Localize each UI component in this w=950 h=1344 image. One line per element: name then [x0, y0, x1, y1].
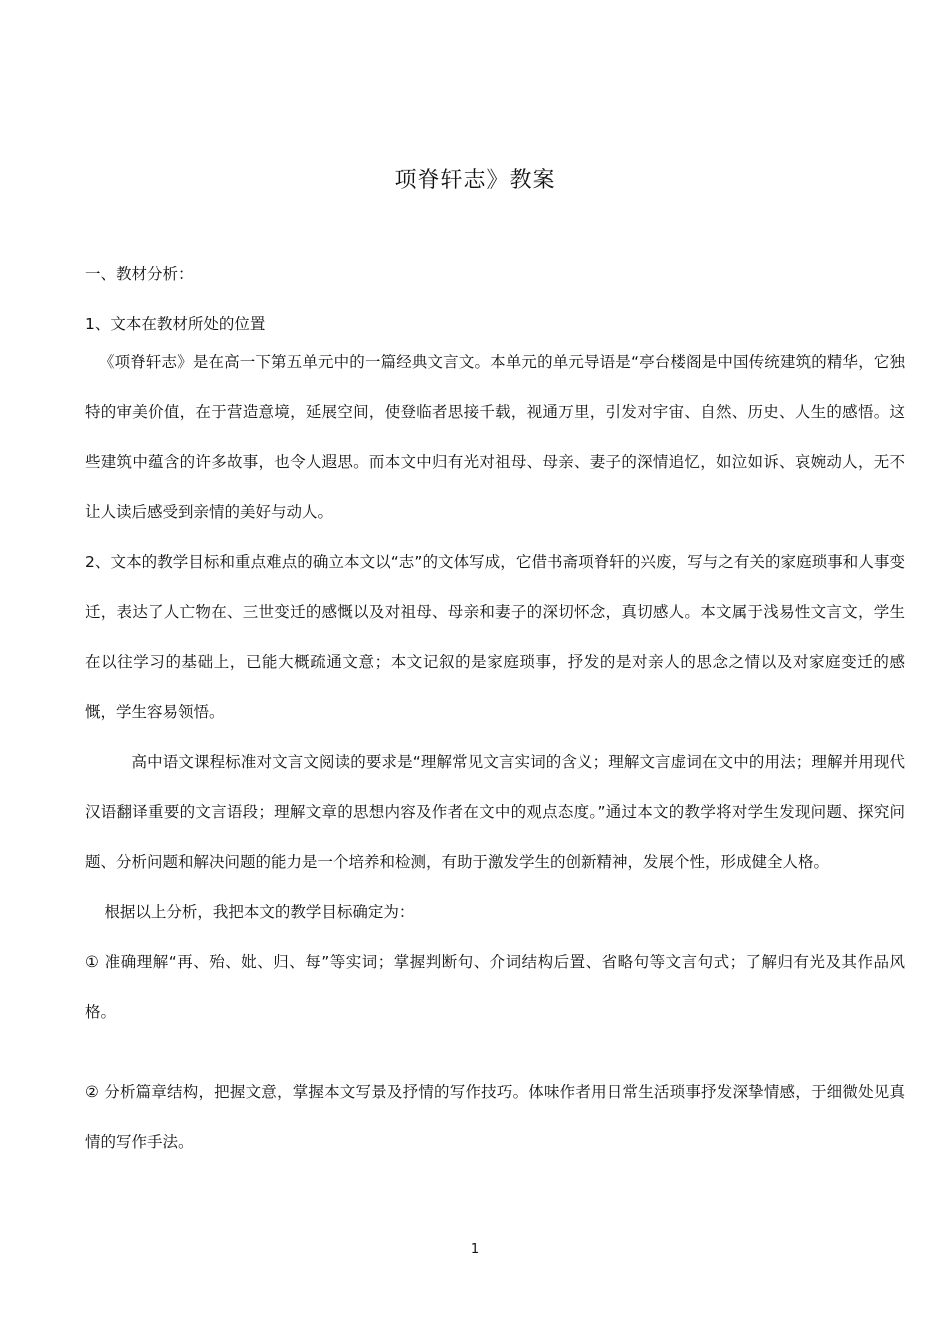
sub-heading-position: 1、文本在教材所处的位置 [85, 315, 266, 333]
document-body [85, 262, 905, 1167]
paragraph-curriculum-standard: 高中语文课程标准对文言文阅读的要求是“理解常见文言实词的含义；理解文言虚词在文中的用法；理解并用现代汉语翻译重要的文言语段；理解文章的思想内容及作者在文中的观点态度。”通过本文的教学将对学生发现问题、探究问题、分析问题和解决问题的能力是一个培养和检测，有助于激发学生的创新精神，发展个性，形成健全人格。 [85, 753, 905, 871]
page-number: 1 [470, 1242, 480, 1257]
goal-item-1: ① 准确理解“再、殆、妣、归、每”等实词；掌握判断句、介词结构后置、省略句等文言句式；了解归有光及其作品风格。 [85, 953, 905, 1021]
section-heading: 一、教材分析： [85, 265, 194, 283]
goal-item-2: ② 分析篇章结构，把握文意，掌握本文写景及抒情的写作技巧。体味作者用日常生活琐事抒发深挚情感，于细微处见真情的写作手法。 [85, 1083, 905, 1151]
paragraph-teaching-goals: 2、文本的教学目标和重点难点的确立本文以“志”的文体写成，它借书斋项脊轩的兴废，写与之有关的家庭琐事和人事变迁，表达了人亡物在、三世变迁的感慨以及对祖母、母亲和妻子的深切怀念，真切感人。本文属于浅易性文言文，学生在以往学习的基础上，已能大概疏通文意；本文记叙的是家庭琐事，抒发的是对亲人的思念之情以及对家庭变迁的感慨，学生容易领悟。 [85, 553, 905, 721]
document-title: 项脊轩志》教案 [394, 168, 556, 193]
paragraph-goal-intro: 根据以上分析，我把本文的教学目标确定为： [104, 903, 415, 921]
paragraph-unit-intro: 《项脊轩志》是在高一下第五单元中的一篇经典文言文。本单元的单元导语是“亭台楼阁是中国传统建筑的精华，它独特的审美价值，在于营造意境，延展空间，使登临者思接千载，视通万里，引发对宇宙、自然、历史、人生的感悟。这些建筑中蕴含的许多故事，也令人遐思。而本文中归有光对祖母、母亲、妻子的深情追忆，如泣如诉、哀婉动人，无不让人读后感受到亲情的美好与动人。 [85, 353, 905, 521]
